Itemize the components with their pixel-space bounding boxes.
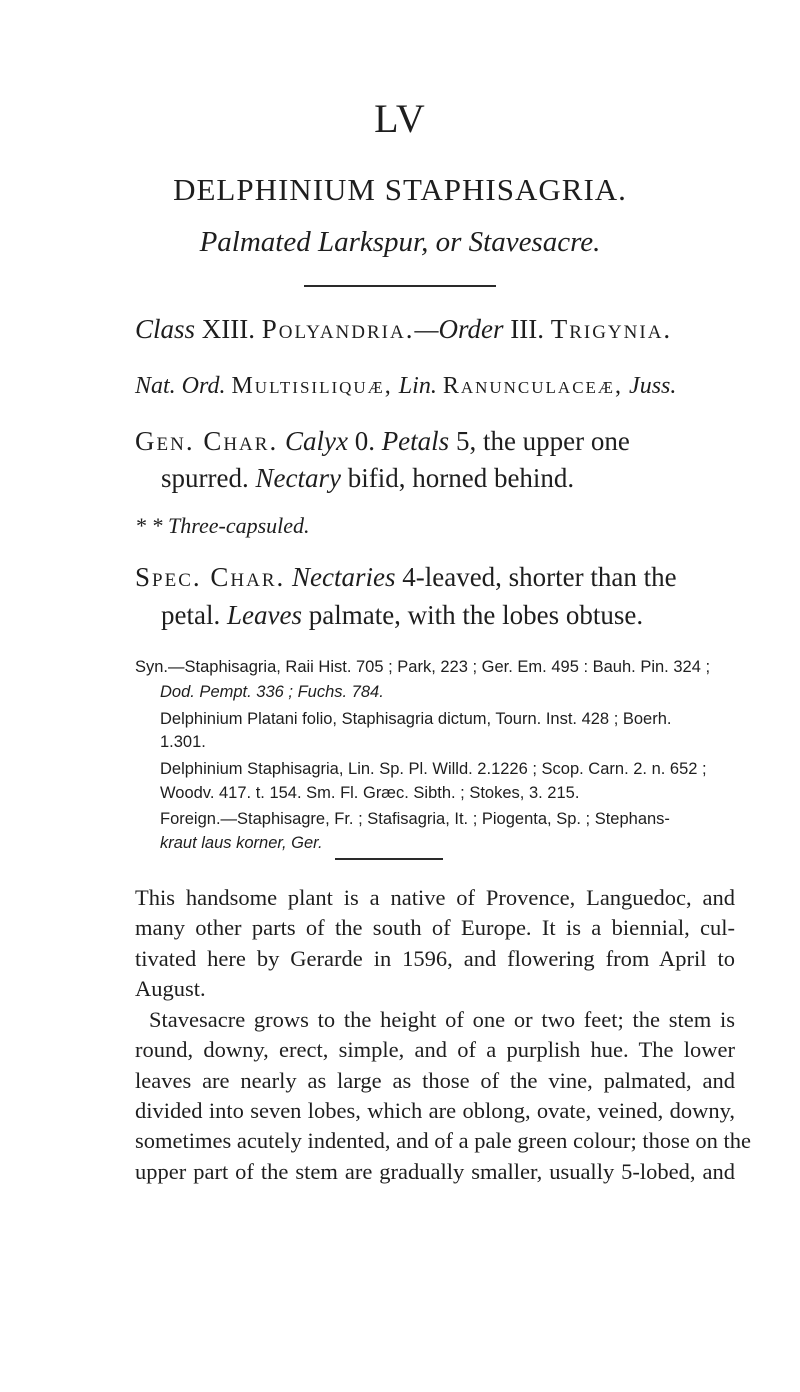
synonym-line-6: Woodv. 417. t. 154. Sm. Fl. Græc. Sibth. ; Stokes, 3. 215.	[160, 784, 580, 802]
spec-char-text-1: 4-leaved, shorter than the	[402, 562, 677, 592]
body-p2-line-1: Stavesacre grows to the height of one or two feet; the stem is	[149, 1007, 735, 1032]
page-subtitle: Palmated Larkspur, or Stavesacre.	[199, 226, 601, 258]
generic-character-line-2	[161, 461, 751, 495]
specific-character-line-2	[161, 598, 751, 632]
synonym-line-2: Dod. Pempt. 336 ; Fuchs. 784.	[160, 683, 384, 701]
order-value: III.	[510, 314, 544, 344]
nat-ord-value-2: Ranunculaceæ,	[442, 373, 624, 399]
gen-char-label: Gen. Char.	[135, 426, 279, 456]
synonym-line-4: 1.301.	[160, 733, 206, 751]
lin-abbrev: Lin.	[398, 373, 437, 399]
juss-abbrev: Juss.	[629, 373, 677, 399]
body-p1-line-1: This handsome plant is a native of Provence, Languedoc, and	[135, 885, 735, 910]
gen-char-spurred: spurred.	[161, 463, 249, 493]
nat-ord-value: Multisiliquæ,	[231, 373, 393, 399]
body-p2-line-2: round, downy, erect, simple, and of a purplish hue. The lower	[135, 1037, 735, 1062]
order-label: —Order	[414, 314, 504, 344]
three-capsuled-note: * * Three-capsuled.	[135, 513, 310, 538]
body-p1-line-2: many other parts of the south of Europe. It is a biennial, cul-	[135, 915, 735, 940]
title-divider	[304, 285, 496, 287]
class-value: XIII.	[201, 314, 256, 344]
gen-char-bifid: bifid, horned behind.	[347, 463, 575, 493]
synonym-line-8: kraut laus korner, Ger.	[160, 834, 323, 852]
spec-char-petal: petal.	[161, 600, 221, 630]
body-p2-line-4: divided into seven lobes, which are oblong, ovate, veined, downy,	[135, 1098, 735, 1123]
order-name: Trigynia.	[550, 314, 673, 344]
body-p2-line-3: leaves are nearly as large as those of the vine, palmated, and	[135, 1068, 735, 1093]
class-name: Polyandria.	[261, 314, 415, 344]
specific-character-line-1	[135, 560, 725, 594]
generic-character-line-1	[135, 424, 725, 458]
body-p2-line-5: sometimes acutely indented, and of a pale green colour; those on the	[135, 1128, 752, 1153]
spec-char-text-2: palmate, with the lobes obtuse.	[308, 600, 644, 630]
nectaries-term: Nectaries	[292, 562, 396, 592]
plate-number: LV	[374, 96, 426, 141]
petals-value: 5, the upper one	[455, 426, 630, 456]
synonym-line-7: Foreign.—Staphisagre, Fr. ; Stafisagria, It. ; Piogenta, Sp. ; Stephans-	[160, 810, 670, 828]
spec-char-label: Spec. Char.	[135, 562, 286, 592]
class-label: Class	[135, 314, 196, 344]
nat-ord-label: Nat. Ord.	[135, 373, 226, 399]
page-title: DELPHINIUM STAPHISAGRIA.	[173, 172, 627, 207]
petals-term: Petals	[381, 426, 450, 456]
synonym-line-1: Syn.—Staphisagria, Raii Hist. 705 ; Park, 223 ; Ger. Em. 495 : Bauh. Pin. 324 ;	[135, 658, 711, 676]
body-p1-line-3: tivated here by Gerarde in 1596, and flowering from April to	[135, 946, 735, 971]
calyx-value: 0.	[354, 426, 375, 456]
body-p2-line-6: upper part of the stem are gradually smaller, usually 5-lobed, and	[135, 1159, 735, 1184]
synonym-line-5: Delphinium Staphisagria, Lin. Sp. Pl. Willd. 2.1226 ; Scop. Carn. 2. n. 652 ;	[160, 760, 707, 778]
class-line	[135, 312, 725, 346]
body-p1-line-4: August.	[135, 976, 206, 1001]
calyx-term: Calyx	[284, 426, 348, 456]
synonym-line-3: Delphinium Platani folio, Staphisagria dictum, Tourn. Inst. 428 ; Boerh.	[160, 710, 672, 728]
nectary-term: Nectary	[255, 463, 341, 493]
natural-order-line	[135, 371, 676, 401]
leaves-term: Leaves	[226, 600, 302, 630]
section-divider	[335, 858, 443, 860]
